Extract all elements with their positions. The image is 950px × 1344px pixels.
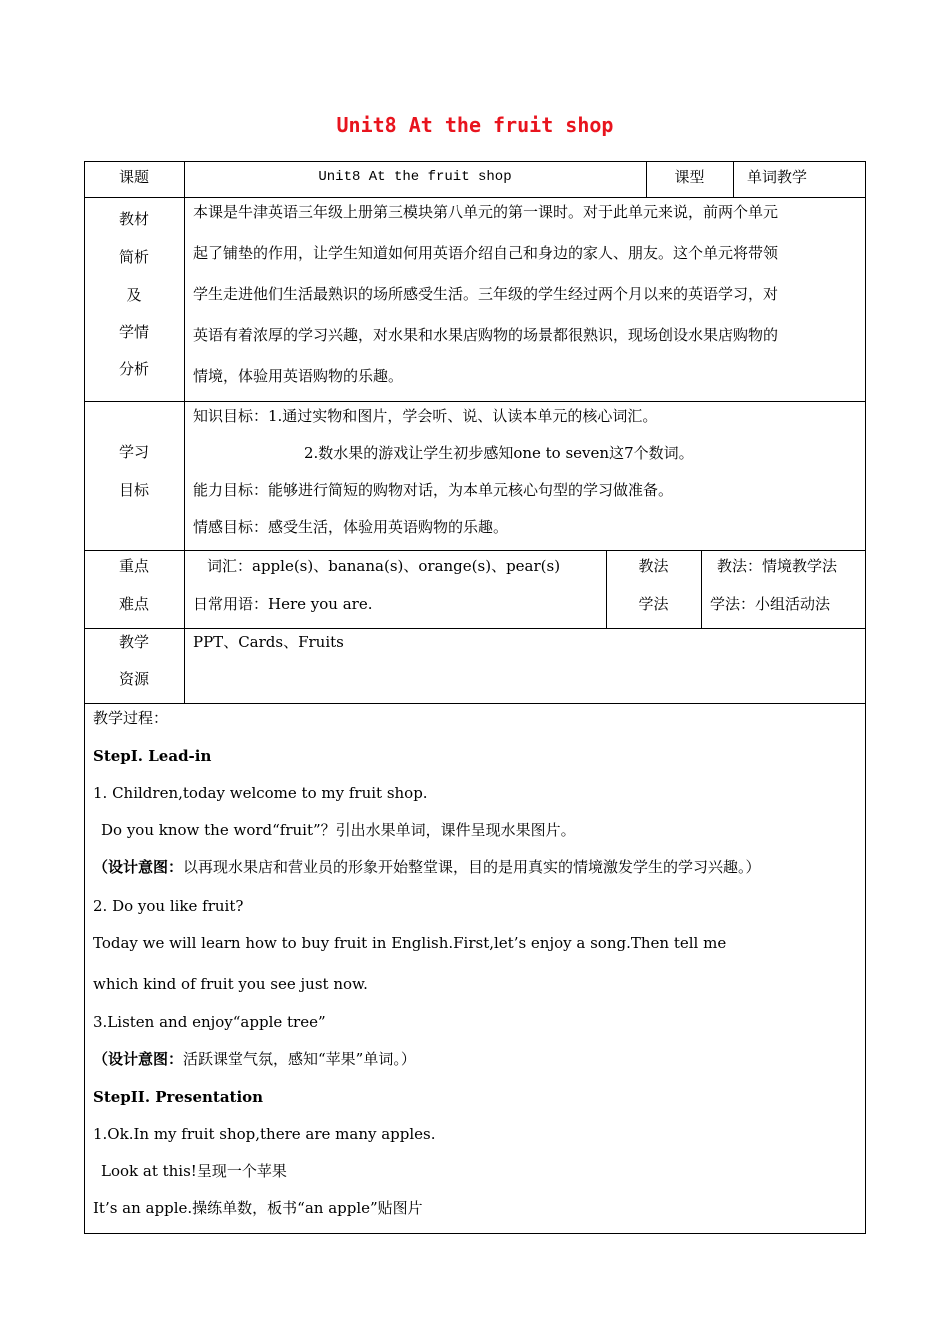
column-divider bbox=[733, 161, 734, 197]
ability-objective: 能力目标：能够进行简短的购物对话，为本单元核心句型的学习做准备。 bbox=[193, 481, 674, 499]
analysis-text-line: 起了铺垫的作用，让学生知道如何用英语介绍自己和身边的家人、朋友。这个单元将带领 bbox=[193, 244, 779, 262]
analysis-label: 简析 bbox=[118, 248, 149, 266]
analysis-text-line: 英语有着浓厚的学习兴趣，对水果和水果店购物的场景都很熟识，现场创设水果店购物的 bbox=[193, 326, 779, 344]
process-heading: 教学过程： bbox=[93, 709, 169, 727]
step-item: 2. Do you like fruit? bbox=[93, 897, 244, 915]
column-divider bbox=[184, 161, 185, 703]
step-item: Look at this!呈现一个苹果 bbox=[101, 1162, 287, 1180]
document-title: Unit8 At the fruit shop bbox=[336, 113, 614, 137]
analysis-text-line: 情境，体验用英语购物的乐趣。 bbox=[193, 367, 404, 385]
row-divider bbox=[84, 628, 866, 629]
step-heading: StepII. Presentation bbox=[93, 1088, 264, 1106]
topic-value: Unit8 At the fruit shop bbox=[318, 169, 512, 185]
type-value: 单词教学 bbox=[747, 168, 808, 186]
method-label: 教法 bbox=[638, 557, 669, 575]
design-intent-text: 以再现水果店和营业员的形象开始整堂课，目的是用真实的情境激发学生的学习兴趣。） bbox=[183, 858, 761, 876]
resources-label: 资源 bbox=[118, 670, 149, 688]
design-intent-label: （设计意图： bbox=[93, 1050, 184, 1068]
vocabulary: 词汇：apple(s)、banana(s)、orange(s)、pear(s) bbox=[207, 557, 561, 575]
row-divider bbox=[84, 401, 866, 402]
key-points-label: 难点 bbox=[118, 595, 149, 613]
step-item: It’s an apple.操练单数，板书“an apple”贴图片 bbox=[93, 1199, 423, 1217]
type-label: 课型 bbox=[674, 168, 705, 186]
analysis-label: 分析 bbox=[118, 360, 149, 378]
analysis-text-line: 本课是牛津英语三年级上册第三模块第八单元的第一课时。对于此单元来说，前两个单元 bbox=[193, 203, 779, 221]
design-intent-text: 活跃课堂气氛，感知“苹果”单词。） bbox=[183, 1050, 416, 1068]
topic-label: 课题 bbox=[118, 168, 149, 186]
lesson-plan-table bbox=[84, 161, 866, 1234]
step-item: 1.Ok.In my fruit shop,there are many apples. bbox=[93, 1125, 436, 1143]
analysis-label: 学情 bbox=[118, 323, 149, 341]
step-item: Today we will learn how to buy fruit in English.First,let’s enjoy a song.Then tell me bbox=[93, 934, 727, 952]
learning-method: 学法：小组活动法 bbox=[710, 595, 831, 613]
teaching-method: 教法：情境教学法 bbox=[717, 557, 838, 575]
knowledge-objective: 知识目标：1.通过实物和图片，学会听、说、认读本单元的核心词汇。 bbox=[193, 407, 658, 425]
resources-label: 教学 bbox=[118, 633, 149, 651]
analysis-label: 及 bbox=[126, 286, 142, 304]
analysis-label: 教材 bbox=[118, 210, 149, 228]
row-divider bbox=[84, 197, 866, 198]
column-divider bbox=[701, 550, 702, 628]
step-item: Do you know the word“fruit”？引出水果单词，课件呈现水果图片。 bbox=[101, 821, 576, 839]
step-item: 1. Children,today welcome to my fruit shop. bbox=[93, 784, 428, 802]
objectives-label: 学习 bbox=[118, 443, 149, 461]
objectives-label: 目标 bbox=[118, 481, 149, 499]
design-intent bbox=[93, 1049, 416, 1069]
method-label: 学法 bbox=[638, 595, 669, 613]
row-divider bbox=[84, 550, 866, 551]
row-divider bbox=[84, 703, 866, 704]
design-intent bbox=[93, 857, 761, 877]
step-heading: StepI. Lead-in bbox=[93, 747, 212, 765]
knowledge-objective-2: 2.数水果的游戏让学生初步感知one to seven这7个数词。 bbox=[304, 444, 694, 462]
step-item: which kind of fruit you see just now. bbox=[93, 975, 368, 993]
analysis-text-line: 学生走进他们生活最熟识的场所感受生活。三年级的学生经过两个月以来的英语学习，对 bbox=[193, 285, 779, 303]
daily-expression: 日常用语：Here you are. bbox=[193, 595, 373, 613]
resources-value: PPT、Cards、Fruits bbox=[193, 633, 344, 651]
step-item: 3.Listen and enjoy“apple tree” bbox=[93, 1013, 326, 1031]
emotion-objective: 情感目标：感受生活，体验用英语购物的乐趣。 bbox=[193, 518, 509, 536]
design-intent-label: （设计意图： bbox=[93, 858, 184, 876]
key-points-label: 重点 bbox=[118, 557, 149, 575]
